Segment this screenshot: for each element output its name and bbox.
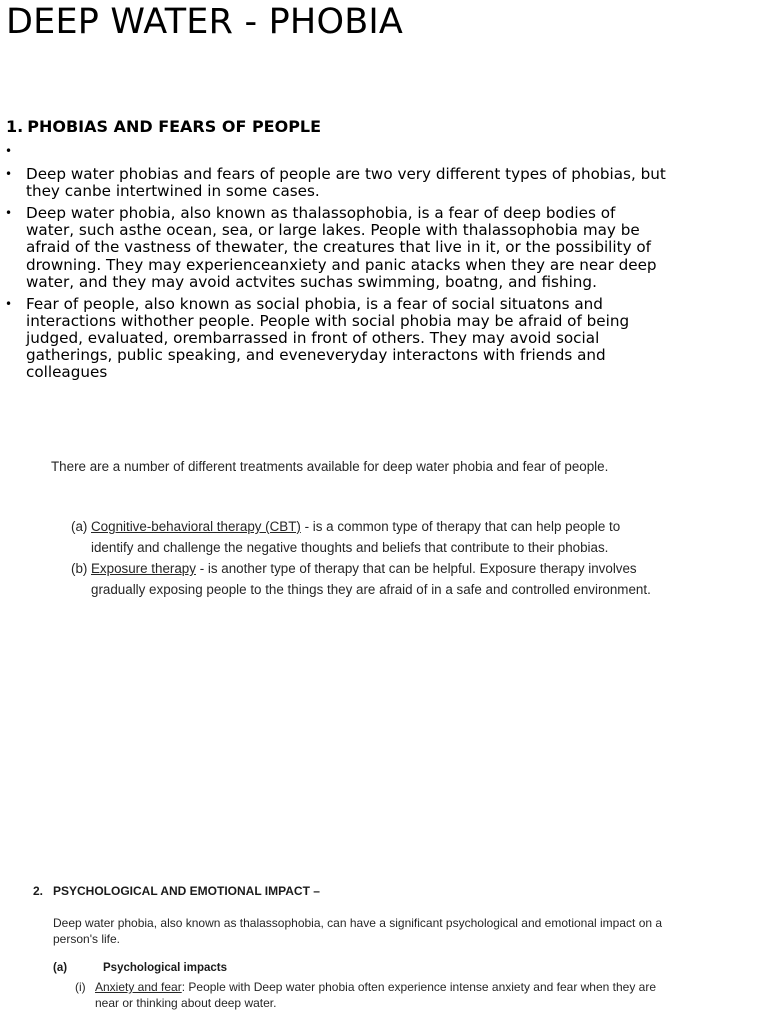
subsection-heading [53, 962, 227, 974]
item-term: Anxiety and fear [95, 980, 182, 994]
item-text: - is another type of therapy that can be helpful. Exposure therapy involves gradually exposing people to the things they are afraid of in a safe and controlled environment. [91, 561, 651, 597]
bullet-icon: • [5, 296, 13, 311]
item-term: Exposure therapy [91, 561, 196, 576]
item-label: (b) [71, 561, 88, 576]
section-title: PSYCHOLOGICAL AND EMOTIONAL IMPACT – [53, 884, 320, 898]
bullet-icon: • [5, 144, 13, 158]
bullet-icon: • [5, 206, 13, 220]
section-2-intro: Deep water phobia, also known as thalassophobia, can have a significant psychological and emotional impact on a person's life. [53, 916, 663, 946]
item-label: (a) [71, 519, 88, 534]
section-number: 2. [33, 884, 44, 898]
bullet-text: Deep water phobias and fears of people are two very different types of phobias, but they canbe intertwined in some cases. [26, 165, 666, 201]
document-title: DEEP WATER - PHOBIA [6, 2, 404, 42]
item-text: - is a common type of therapy that can help people to identify and challenge the negative thoughts and beliefs that contribute to their phobias. [91, 519, 621, 555]
section-1-heading [6, 117, 321, 136]
list-item [71, 516, 661, 558]
treatments-intro: There are a number of different treatments available for deep water phobia and fear of people. [51, 459, 609, 474]
section-number: 1. [6, 117, 24, 136]
list-item [4, 143, 668, 160]
list-item [4, 205, 668, 291]
section-title: PHOBIAS AND FEARS OF PEOPLE [27, 117, 322, 136]
impacts-list [75, 979, 665, 1011]
treatments-list [71, 516, 661, 600]
bullet-text: Deep water phobia, also known as thalassophobia, is a fear of deep bodies of water, such asthe ocean, sea, or large lakes. People with thalassophobia may be afraid of the vastness of thewater, the creatures that live in it, or the possibility of drowning. They may experienceanxiety and panic atacks when they are near deep water, and they may avoid actvites suchas swimming, boatng, and fishing. [26, 204, 657, 291]
bullet-list [4, 143, 668, 386]
subsection-title: Psychological impacts [103, 962, 227, 974]
list-item [4, 166, 668, 200]
section-2-heading [33, 884, 320, 898]
item-text: : People with Deep water phobia often experience intense anxiety and fear when they are near or thinking about deep water. [95, 980, 657, 1010]
list-item [75, 979, 665, 1011]
bullet-text: Fear of people, also known as social phobia, is a fear of social situatons and interactions withother people. People with social phobia may be afraid of being judged, evaluated, orembarrassed in front of others. They may avoid social gatherings, public speaking, and eveneveryday interactons with friends and colleagues [26, 294, 630, 382]
subsection-label: (a) [53, 962, 68, 974]
item-term: Cognitive-behavioral therapy (CBT) [91, 519, 301, 534]
item-label: (i) [75, 980, 86, 994]
list-item [4, 296, 668, 382]
list-item [71, 558, 661, 600]
bullet-icon: • [5, 167, 13, 181]
